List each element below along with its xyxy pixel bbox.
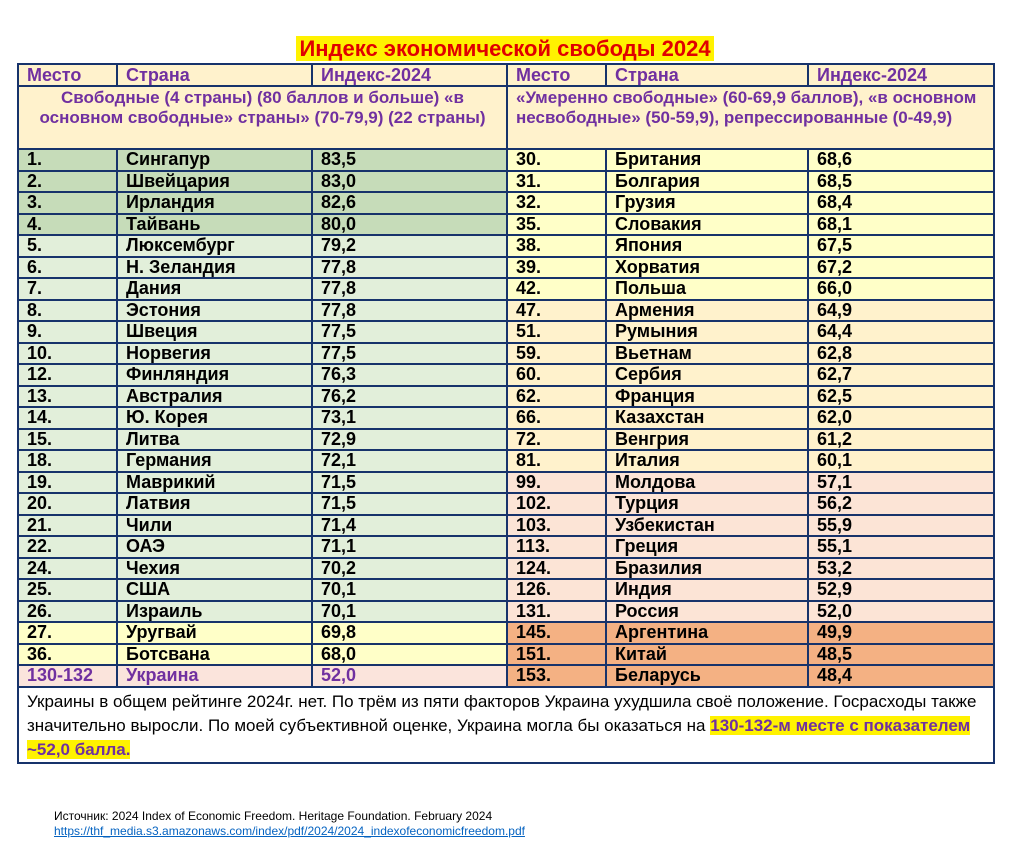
left-country-cell: Литва (117, 429, 312, 451)
right-country-cell: Беларусь (606, 665, 808, 687)
left-country-cell: Германия (117, 450, 312, 472)
header-row (18, 64, 994, 86)
table-row (18, 622, 994, 644)
left-index-cell: 79,2 (312, 235, 507, 257)
right-country-cell: Аргентина (606, 622, 808, 644)
left-country-cell: Чехия (117, 558, 312, 580)
right-country-cell: Казахстан (606, 407, 808, 429)
left-country-cell: Тайвань (117, 214, 312, 236)
left-country-cell: Люксембург (117, 235, 312, 257)
left-index-cell: 72,9 (312, 429, 507, 451)
table-row (18, 321, 994, 343)
note-highlight: 130-132-м месте с показателем ~52,0 балла. (27, 715, 971, 759)
right-place-cell: 51. (507, 321, 606, 343)
table-row (18, 364, 994, 386)
right-index-cell: 62,8 (808, 343, 994, 365)
left-place-cell: 7. (18, 278, 117, 300)
right-country-cell: Узбекистан (606, 515, 808, 537)
left-index-cell: 77,5 (312, 321, 507, 343)
left-country-cell: Ю. Корея (117, 407, 312, 429)
left-index-cell: 83,5 (312, 149, 507, 171)
right-country-cell: Венгрия (606, 429, 808, 451)
table-row (18, 601, 994, 623)
left-place-cell: 26. (18, 601, 117, 623)
right-place-cell: 59. (507, 343, 606, 365)
left-place-cell: 12. (18, 364, 117, 386)
source-link[interactable]: https://thf_media.s3.amazonaws.com/index/pdf/2024/2024_indexofeconomicfreedom.pdf (54, 824, 525, 838)
left-place-cell: 22. (18, 536, 117, 558)
category-row (18, 86, 994, 149)
right-index-cell: 61,2 (808, 429, 994, 451)
left-place-cell: 13. (18, 386, 117, 408)
right-place-cell: 62. (507, 386, 606, 408)
right-country-cell: Сербия (606, 364, 808, 386)
title-text: Индекс экономической свободы 2024 (296, 36, 713, 61)
left-index-cell: 77,8 (312, 300, 507, 322)
header-index-left: Индекс-2024 (312, 64, 507, 86)
table-row (18, 192, 994, 214)
table-row (18, 214, 994, 236)
right-index-cell: 68,4 (808, 192, 994, 214)
table-row (18, 450, 994, 472)
freedom-index-table (17, 63, 995, 764)
right-place-cell: 81. (507, 450, 606, 472)
left-country-cell: Норвегия (117, 343, 312, 365)
left-country-cell: Австралия (117, 386, 312, 408)
left-place-cell: 21. (18, 515, 117, 537)
right-country-cell: Польша (606, 278, 808, 300)
right-index-cell: 64,4 (808, 321, 994, 343)
left-place-cell: 15. (18, 429, 117, 451)
table-row (18, 472, 994, 494)
right-index-cell: 68,1 (808, 214, 994, 236)
left-country-cell: Чили (117, 515, 312, 537)
right-country-cell: Греция (606, 536, 808, 558)
left-country-cell: США (117, 579, 312, 601)
right-index-cell: 67,2 (808, 257, 994, 279)
left-place-cell: 3. (18, 192, 117, 214)
right-country-cell: Турция (606, 493, 808, 515)
left-place-cell: 2. (18, 171, 117, 193)
left-place-cell: 8. (18, 300, 117, 322)
left-place-cell: 18. (18, 450, 117, 472)
left-index-cell: 71,4 (312, 515, 507, 537)
left-index-cell: 73,1 (312, 407, 507, 429)
left-country-cell: Швейцария (117, 171, 312, 193)
left-index-cell: 70,2 (312, 558, 507, 580)
right-place-cell: 131. (507, 601, 606, 623)
right-country-cell: Франция (606, 386, 808, 408)
right-place-cell: 32. (507, 192, 606, 214)
left-place-cell: 6. (18, 257, 117, 279)
left-index-cell: 71,1 (312, 536, 507, 558)
right-place-cell: 39. (507, 257, 606, 279)
note-row (18, 687, 994, 763)
left-index-cell: 70,1 (312, 579, 507, 601)
category-left: Свободные (4 страны) (80 баллов и больше) «в основном свободные» страны» (70-79,9) (22 страны) (18, 86, 507, 149)
right-country-cell: Бразилия (606, 558, 808, 580)
left-country-cell: Маврикий (117, 472, 312, 494)
right-place-cell: 153. (507, 665, 606, 687)
right-place-cell: 124. (507, 558, 606, 580)
right-index-cell: 48,4 (808, 665, 994, 687)
left-country-cell: Швеция (117, 321, 312, 343)
left-place-cell: 10. (18, 343, 117, 365)
left-country-cell: ОАЭ (117, 536, 312, 558)
left-country-cell: Уругвай (117, 622, 312, 644)
right-country-cell: Хорватия (606, 257, 808, 279)
left-place-cell: 25. (18, 579, 117, 601)
right-place-cell: 113. (507, 536, 606, 558)
left-index-cell: 83,0 (312, 171, 507, 193)
right-index-cell: 52,0 (808, 601, 994, 623)
right-place-cell: 126. (507, 579, 606, 601)
right-index-cell: 53,2 (808, 558, 994, 580)
right-index-cell: 57,1 (808, 472, 994, 494)
right-index-cell: 68,5 (808, 171, 994, 193)
table-row (18, 235, 994, 257)
right-index-cell: 68,6 (808, 149, 994, 171)
right-country-cell: Британия (606, 149, 808, 171)
left-place-cell: 27. (18, 622, 117, 644)
left-country-cell: Латвия (117, 493, 312, 515)
left-place-cell: 9. (18, 321, 117, 343)
right-place-cell: 145. (507, 622, 606, 644)
right-country-cell: Италия (606, 450, 808, 472)
right-place-cell: 99. (507, 472, 606, 494)
left-place-cell: 24. (18, 558, 117, 580)
left-index-cell: 82,6 (312, 192, 507, 214)
right-country-cell: Вьетнам (606, 343, 808, 365)
left-index-cell: 52,0 (312, 665, 507, 687)
right-index-cell: 60,1 (808, 450, 994, 472)
header-place-left: Место (18, 64, 117, 86)
right-index-cell: 62,7 (808, 364, 994, 386)
table-row (18, 386, 994, 408)
table-row (18, 343, 994, 365)
left-place-cell: 36. (18, 644, 117, 666)
right-place-cell: 60. (507, 364, 606, 386)
right-place-cell: 42. (507, 278, 606, 300)
source-text: Источник: 2024 Index of Economic Freedom. Heritage Foundation. February 2024 (54, 809, 493, 823)
right-country-cell: Япония (606, 235, 808, 257)
table-row (18, 536, 994, 558)
table-row (18, 644, 994, 666)
left-index-cell: 76,2 (312, 386, 507, 408)
left-country-cell: Украина (117, 665, 312, 687)
left-country-cell: Ирландия (117, 192, 312, 214)
right-place-cell: 30. (507, 149, 606, 171)
right-country-cell: Россия (606, 601, 808, 623)
left-country-cell: Н. Зеландия (117, 257, 312, 279)
header-country-left: Страна (117, 64, 312, 86)
right-country-cell: Словакия (606, 214, 808, 236)
table-row (18, 257, 994, 279)
table-row (18, 171, 994, 193)
left-place-cell: 4. (18, 214, 117, 236)
left-place-cell: 20. (18, 493, 117, 515)
table-row (18, 558, 994, 580)
left-place-cell: 19. (18, 472, 117, 494)
right-country-cell: Румыния (606, 321, 808, 343)
header-place-right: Место (507, 64, 606, 86)
page-title (0, 36, 1010, 62)
right-place-cell: 38. (507, 235, 606, 257)
left-index-cell: 80,0 (312, 214, 507, 236)
right-index-cell: 55,9 (808, 515, 994, 537)
left-place-cell: 1. (18, 149, 117, 171)
left-index-cell: 76,3 (312, 364, 507, 386)
right-place-cell: 31. (507, 171, 606, 193)
left-place-cell: 130-132 (18, 665, 117, 687)
right-place-cell: 66. (507, 407, 606, 429)
right-place-cell: 103. (507, 515, 606, 537)
note-text: Украины в общем рейтинге 2024г. нет. По трём из пяти факторов Украина ухудшила своё положение. Госрасходы также значительно выросли. По моей субъективной оценке, Украина могла бы оказаться на (27, 691, 977, 735)
right-place-cell: 72. (507, 429, 606, 451)
left-index-cell: 72,1 (312, 450, 507, 472)
right-country-cell: Молдова (606, 472, 808, 494)
category-right: «Умеренно свободные» (60-69,9 баллов), «в основном несвободные» (50-59,9), репрессированные (0-49,9) (507, 86, 994, 149)
note-cell (18, 687, 994, 763)
right-place-cell: 102. (507, 493, 606, 515)
left-country-cell: Финляндия (117, 364, 312, 386)
right-index-cell: 67,5 (808, 235, 994, 257)
left-country-cell: Эстония (117, 300, 312, 322)
left-country-cell: Сингапур (117, 149, 312, 171)
right-country-cell: Армения (606, 300, 808, 322)
table-row (18, 429, 994, 451)
left-index-cell: 70,1 (312, 601, 507, 623)
right-place-cell: 151. (507, 644, 606, 666)
left-index-cell: 68,0 (312, 644, 507, 666)
right-index-cell: 64,9 (808, 300, 994, 322)
table-row (18, 149, 994, 171)
header-country-right: Страна (606, 64, 808, 86)
source-citation (54, 809, 525, 839)
left-place-cell: 5. (18, 235, 117, 257)
right-index-cell: 49,9 (808, 622, 994, 644)
table-row (18, 278, 994, 300)
left-place-cell: 14. (18, 407, 117, 429)
right-country-cell: Болгария (606, 171, 808, 193)
table-row (18, 665, 994, 687)
table-row (18, 493, 994, 515)
right-index-cell: 55,1 (808, 536, 994, 558)
right-country-cell: Индия (606, 579, 808, 601)
left-country-cell: Ботсвана (117, 644, 312, 666)
right-index-cell: 56,2 (808, 493, 994, 515)
right-index-cell: 52,9 (808, 579, 994, 601)
table-row (18, 515, 994, 537)
right-index-cell: 62,0 (808, 407, 994, 429)
right-country-cell: Китай (606, 644, 808, 666)
left-country-cell: Дания (117, 278, 312, 300)
left-index-cell: 77,8 (312, 278, 507, 300)
table-row (18, 300, 994, 322)
header-index-right: Индекс-2024 (808, 64, 994, 86)
table-row (18, 579, 994, 601)
right-country-cell: Грузия (606, 192, 808, 214)
right-index-cell: 62,5 (808, 386, 994, 408)
right-place-cell: 47. (507, 300, 606, 322)
table-row (18, 407, 994, 429)
left-index-cell: 71,5 (312, 493, 507, 515)
left-country-cell: Израиль (117, 601, 312, 623)
left-index-cell: 77,5 (312, 343, 507, 365)
left-index-cell: 77,8 (312, 257, 507, 279)
right-index-cell: 48,5 (808, 644, 994, 666)
right-index-cell: 66,0 (808, 278, 994, 300)
right-place-cell: 35. (507, 214, 606, 236)
left-index-cell: 71,5 (312, 472, 507, 494)
left-index-cell: 69,8 (312, 622, 507, 644)
